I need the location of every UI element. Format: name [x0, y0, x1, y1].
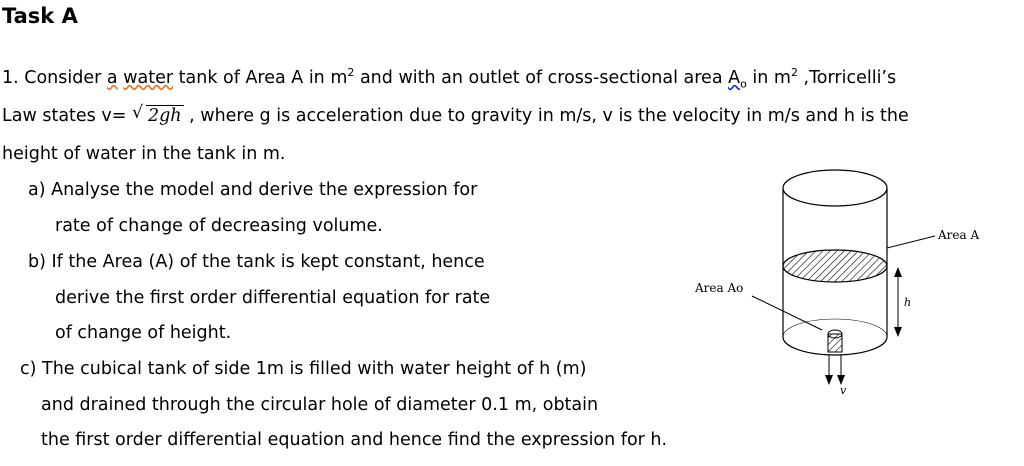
height-arrow-down-head	[894, 327, 902, 337]
intro-text: and with an outlet of cross-sectional area	[354, 68, 729, 88]
intro-text: , where g is acceleration due to gravity in m/s, v is the velocity in m/s and h is the	[183, 106, 909, 126]
part-b-line-1: b) If the Area (A) of the tank is kept constant, hence	[28, 252, 485, 272]
intro-word-a: a	[106, 68, 118, 88]
outlet-pipe	[828, 330, 842, 352]
velocity-arrows	[825, 355, 847, 397]
part-c-line-1: c) The cubical tank of side 1m is filled with water height of h (m)	[20, 359, 587, 379]
ao-letter: A	[728, 68, 741, 88]
area-ao-pointer	[752, 296, 822, 330]
velocity-label: v	[840, 384, 847, 397]
area-a-pointer	[887, 236, 935, 248]
intro-text: 1. Consider	[2, 68, 107, 88]
ao-subscript: o	[740, 77, 747, 91]
height-arrow	[894, 267, 911, 337]
height-label: h	[904, 296, 912, 309]
intro-line-2	[2, 103, 909, 126]
outlet-stream	[828, 334, 842, 352]
intro-line-1	[2, 66, 897, 91]
intro-text: tank of Area A in m	[173, 68, 348, 88]
area-ao-label: Area Ao	[695, 281, 744, 295]
area-a-callout	[887, 228, 979, 248]
superscript-2: 2	[790, 66, 798, 80]
part-a-line-1: a) Analyse the model and derive the expression for	[28, 180, 478, 200]
water-surface	[783, 250, 887, 282]
sqrt-sign: √	[131, 103, 144, 123]
task-heading: Task A	[2, 4, 78, 28]
tank-cylinder	[783, 170, 887, 355]
height-arrow-up-head	[894, 267, 902, 277]
intro-word-ao	[728, 68, 747, 91]
tank-diagram	[690, 150, 1000, 400]
intro-text: ,Torricelli’s	[797, 68, 897, 88]
intro-text: Law states v=	[2, 106, 132, 126]
sqrt-expression	[131, 103, 184, 126]
intro-line-3: height of water in the tank in m.	[2, 144, 286, 164]
part-c-line-3: the first order differential equation and hence find the expression for h.	[41, 430, 668, 450]
tank-top-ellipse	[783, 170, 887, 206]
sqrt-radicand: 2gh	[147, 106, 182, 126]
part-b-line-3: of change of height.	[55, 323, 232, 343]
part-b-line-2: derive the first order differential equation for rate	[55, 288, 491, 308]
part-c-line-2: and drained through the circular hole of diameter 0.1 m, obtain	[41, 395, 599, 415]
superscript-2: 2	[347, 66, 355, 80]
intro-text: in m	[746, 68, 791, 88]
velocity-arrow-left-head	[825, 375, 833, 385]
intro-word-water: water	[123, 68, 174, 88]
part-a-line-2: rate of change of decreasing volume.	[55, 216, 383, 236]
area-a-label: Area A	[938, 228, 980, 242]
